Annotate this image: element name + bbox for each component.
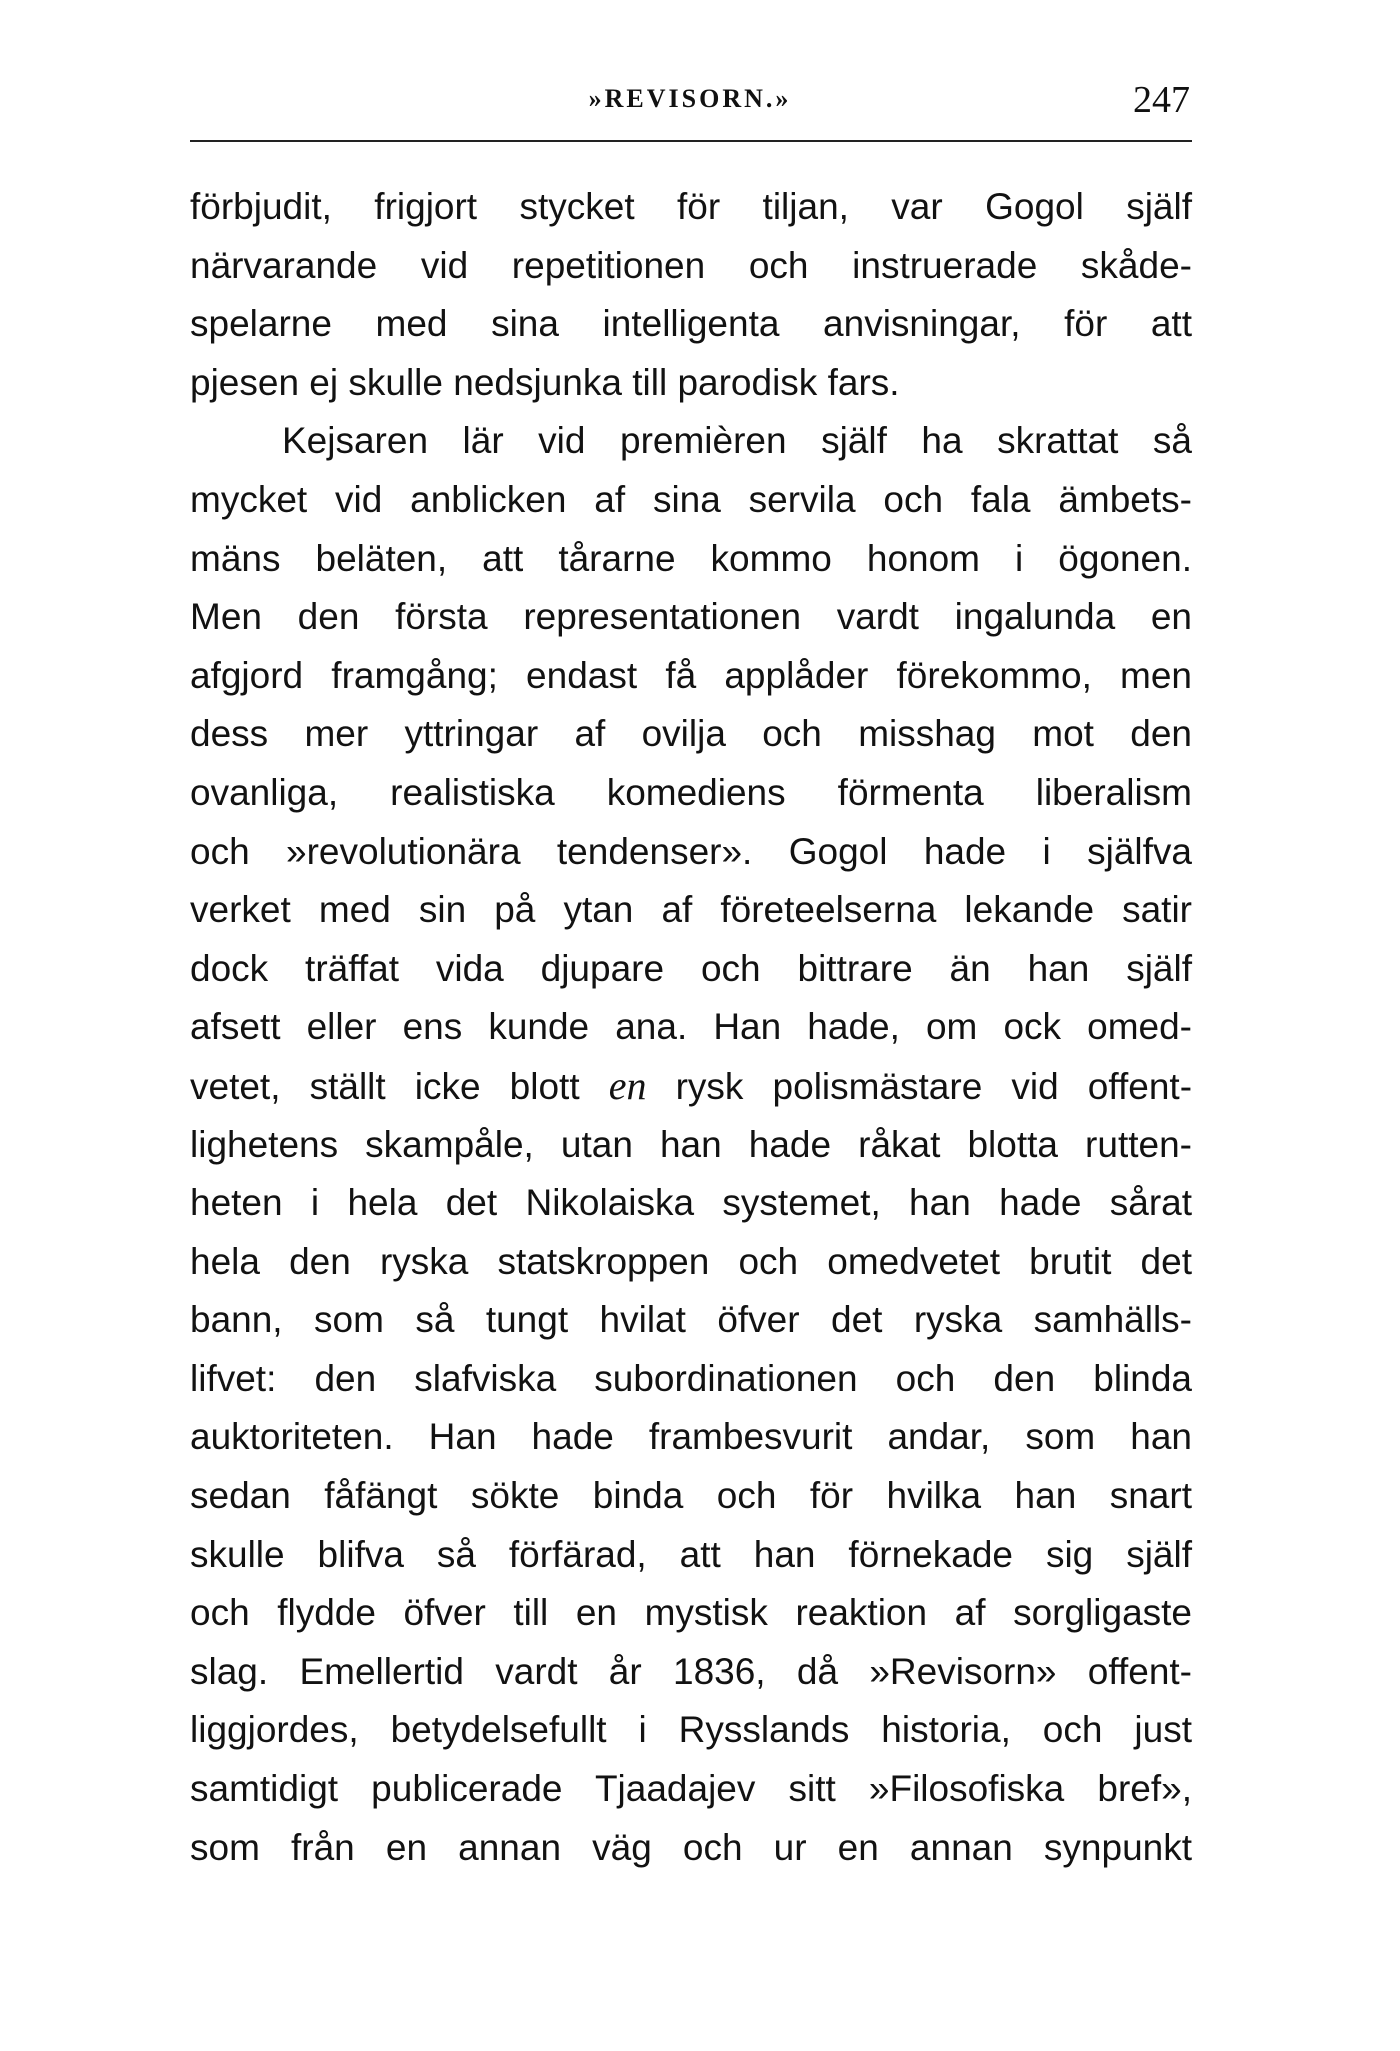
text-line: ovanliga, realistiska komediens förmenta liberalism [190,771,1192,813]
emphasized-word: en [608,1062,647,1108]
text-line: dess mer yttringar af ovilja och misshag mot den [190,713,1192,755]
header-rule [190,140,1192,142]
text-line: afgjord framgång; endast få applåder förekommo, men [190,654,1192,696]
text-line: auktoriteten. Han hade frambesvurit andar, som han [190,1416,1192,1458]
running-title: »REVISORN.» [588,84,792,113]
text-line: pjesen ej skulle nedsjunka till parodisk fars. [190,361,900,403]
text-line: spelarne med sina intelligenta anvisningar, för att [190,303,1192,345]
text-line: närvarande vid repetitionen och instruerade skåde- [190,244,1192,286]
text-line-paragraph-start: Kejsaren lär vid premièren själf ha skrattat så [282,420,1192,462]
text-line: lighetens skampåle, utan han hade råkat blotta rutten- [190,1123,1192,1165]
text-line: slag. Emellertid vardt år 1836, då »Revisorn» offent- [190,1650,1192,1692]
body-text [190,178,1192,1877]
text-line: och »revolutionära tendenser». Gogol hade i själfva [190,830,1192,872]
text-line: och flydde öfver till en mystisk reaktion af sorgligaste [190,1592,1192,1634]
text-line-with-emphasis [190,1057,1192,1116]
text-line: heten i hela det Nikolaiska systemet, han hade sårat [190,1182,1192,1224]
text-segment: rysk polismästare vid offent- [675,1065,1193,1107]
running-header [190,79,1190,134]
page-number: 247 [1133,79,1190,121]
text-line: verket med sin på ytan af företeelserna lekande satir [190,889,1192,931]
text-line: liggjordes, betydelsefullt i Rysslands historia, och just [190,1709,1192,1751]
text-line: som från en annan väg och ur en annan synpunkt [190,1826,1192,1868]
text-line: förbjudit, frigjort stycket för tiljan, var Gogol själf [190,186,1192,227]
text-line: sedan fåfängt sökte binda och för hvilka han snart [190,1475,1192,1517]
text-line: hela den ryska statskroppen och omedvetet brutit det [190,1240,1192,1282]
text-segment: vetet, ställt icke blott [190,1065,580,1107]
text-line: mycket vid anblicken af sina servila och fala ämbets- [190,478,1192,520]
text-line: afsett eller ens kunde ana. Han hade, om ock omed- [190,1006,1192,1048]
text-line: Men den första representationen vardt ingalunda en [190,596,1192,638]
text-line: mäns beläten, att tårarne kommo honom i ögonen. [190,537,1192,579]
text-line: bann, som så tungt hvilat öfver det ryska samhälls- [190,1299,1192,1341]
text-line: skulle blifva så förfärad, att han förnekade sig själf [190,1533,1192,1575]
text-line: dock träffat vida djupare och bittrare än han själf [190,947,1192,989]
text-line: samtidigt publicerade Tjaadajev sitt »Filosofiska bref», [190,1768,1192,1810]
text-line: lifvet: den slafviska subordinationen och den blinda [190,1357,1192,1399]
